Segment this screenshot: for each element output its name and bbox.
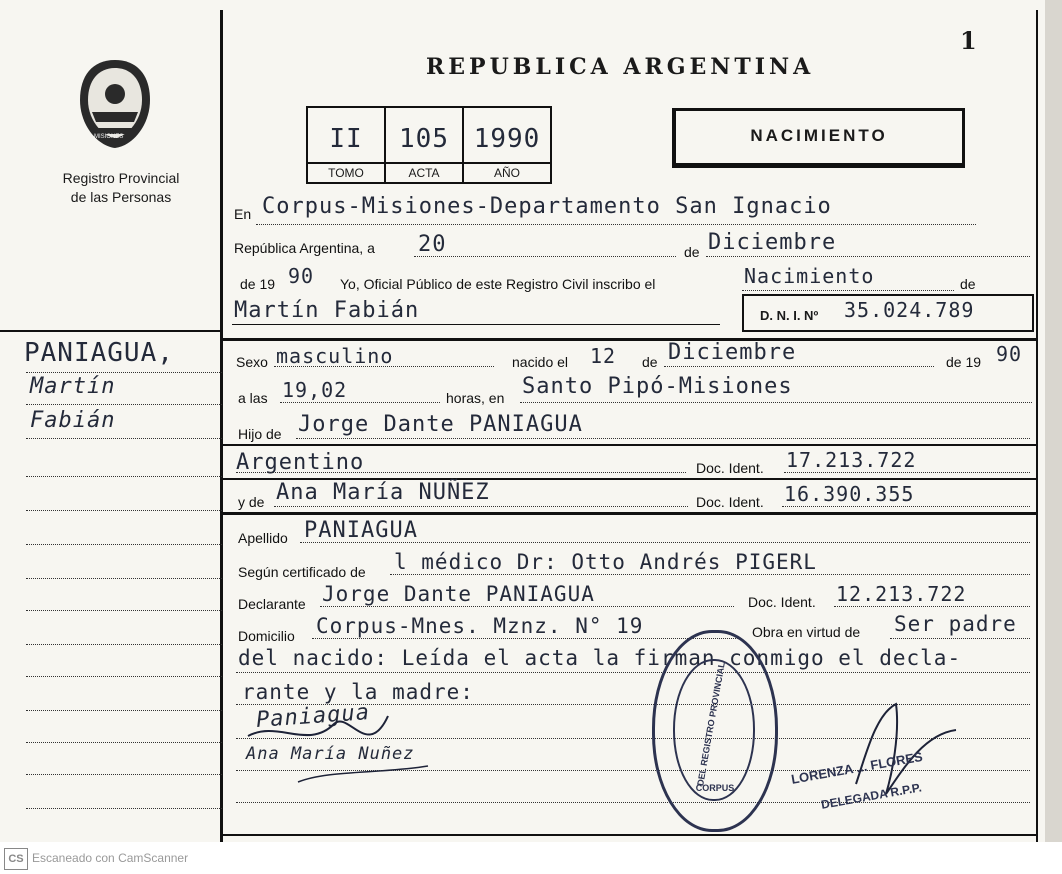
place-value: Corpus-Misiones-Departamento San Ignacio [262, 194, 832, 219]
nacido-label: nacido el [512, 354, 569, 370]
margin-line [26, 644, 222, 645]
de-label-3: de [642, 354, 658, 370]
dni-value: 35.024.789 [844, 298, 975, 322]
obs-line [236, 672, 1030, 673]
doc2-label: Doc. Ident. [696, 494, 764, 510]
bottom-rule [222, 834, 1036, 836]
obra-label: Obra en virtud de [752, 624, 861, 640]
right-page-border [1036, 10, 1038, 842]
margin-line [26, 742, 222, 743]
father-nationality: Argentino [236, 450, 365, 475]
acta-label: ACTA [386, 162, 462, 182]
doc1-label: Doc. Ident. [696, 460, 764, 476]
obra-line [890, 638, 1030, 639]
margin-line [26, 808, 222, 809]
declarante-line [320, 606, 734, 607]
de-label-2: de [960, 276, 976, 292]
registry-name-line2: de las Personas [70, 189, 172, 205]
doc2-value: 16.390.355 [784, 482, 915, 506]
scanner-caption: Escaneado con CamScanner [32, 851, 189, 865]
margin-line [26, 476, 222, 477]
acta-cell [386, 108, 464, 182]
day-line [414, 256, 676, 257]
sexo-line [274, 366, 494, 367]
obra-value: Ser padre [894, 612, 1017, 636]
de-label: de [684, 244, 700, 260]
apellido-label: Apellido [238, 530, 288, 546]
doc3-value: 12.213.722 [836, 582, 967, 606]
hora-prefix: a las [238, 390, 268, 406]
hora-suffix: horas, en [446, 390, 505, 406]
stamp-bottom-text: CORPUS [695, 783, 735, 793]
oficial-text: Yo, Oficial Público de este Registro Civil inscribo el [340, 276, 656, 292]
declarante-value: Jorge Dante PANIAGUA [322, 582, 595, 606]
margin-name2: Fabián [30, 408, 116, 433]
month-line [706, 256, 1030, 257]
yde-label: y de [238, 494, 265, 510]
birth-day: 12 [590, 344, 617, 368]
doc2-line [782, 506, 1030, 507]
row-rule [222, 444, 1036, 446]
margin-line [26, 774, 222, 775]
dni-box [742, 294, 1034, 332]
margin-top-rule [0, 330, 222, 332]
father-nat-line [236, 472, 686, 473]
birthplace-line [520, 402, 1032, 403]
declarant-signature: Paniagua [255, 700, 371, 733]
apellido-line [300, 542, 1030, 543]
en-line [256, 224, 976, 225]
en-label: En [234, 206, 252, 222]
scanner-footer [0, 842, 1062, 874]
tomo-value: II [329, 124, 363, 154]
margin-line [26, 610, 222, 611]
certificado-line [390, 574, 1030, 575]
day-value: 20 [418, 232, 447, 257]
document-title: REPUBLICA ARGENTINA [426, 54, 815, 80]
inscribo-value: Nacimiento [744, 264, 875, 288]
margin-line [26, 372, 222, 373]
observation-line2: rante y la madre: [242, 680, 474, 704]
child-name: Martín Fabián [234, 298, 420, 323]
section-divider [222, 338, 1036, 341]
tomo-label: TOMO [308, 162, 384, 182]
ano-cell [464, 108, 550, 182]
birth-year-label: de 19 [946, 354, 982, 370]
left-column-border [220, 10, 223, 842]
doc1-line [784, 472, 1030, 473]
apellido-value: PANIAGUA [304, 518, 418, 543]
camscanner-logo-icon: CS [4, 848, 28, 870]
birth-month-line [664, 366, 934, 367]
record-type-box [672, 108, 965, 168]
doc3-line [834, 606, 1030, 607]
margin-surname: PANIAGUA, [24, 338, 174, 368]
margin-line [26, 676, 222, 677]
sexo-label: Sexo [236, 354, 268, 370]
domicilio-value: Corpus-Mnes. Mznz. N° 19 [316, 614, 644, 638]
margin-name1: Martín [30, 374, 116, 399]
margin-line [26, 578, 222, 579]
certificado-label: Según certificado de [238, 564, 366, 580]
hijo-label: Hijo de [238, 426, 282, 442]
dni-label: D. N. I. Nº [760, 308, 819, 323]
observation-line1: del nacido: Leída el acta la firman conmigo el decla- [238, 646, 962, 670]
inscribo-line [742, 290, 954, 291]
registry-name-line1: Registro Provincial [62, 170, 180, 186]
domicilio-line [312, 638, 740, 639]
domicilio-label: Domicilio [238, 628, 295, 644]
ano-label: AÑO [464, 162, 550, 182]
doc3-label: Doc. Ident. [748, 594, 816, 610]
ano-value: 1990 [473, 124, 541, 154]
tomo-cell [308, 108, 386, 182]
page-number: 1 [960, 26, 977, 55]
certificado-value: l médico Dr: Otto Andrés PIGERL [394, 550, 817, 574]
mother-line [274, 506, 688, 507]
margin-line [26, 544, 222, 545]
year-prefix: de 19 [240, 276, 276, 292]
margin-line [26, 438, 222, 439]
signature-scribble-icon [238, 690, 438, 790]
margin-line [26, 510, 222, 511]
birth-year: 90 [996, 342, 1023, 366]
year-value: 90 [288, 264, 315, 288]
official-role: DELEGADA R.P.P. [820, 780, 923, 812]
sexo-value: masculino [276, 344, 394, 368]
doc1-value: 17.213.722 [786, 448, 917, 472]
hora-line [280, 402, 440, 403]
republica-label: República Argentina, a [234, 240, 375, 256]
record-type-label: NACIMIENTO [750, 126, 888, 145]
birth-month: Diciembre [668, 340, 797, 365]
seal-caption: MISIONES [94, 134, 124, 140]
mother-name: Ana María NUÑEZ [276, 480, 490, 505]
father-name: Jorge Dante PANIAGUA [298, 412, 583, 437]
margin-line [26, 710, 222, 711]
declarante-label: Declarante [238, 596, 306, 612]
mother-signature: Ana María Nuñez [246, 744, 415, 764]
father-line [296, 438, 1030, 439]
acta-value: 105 [399, 124, 449, 154]
month-value: Diciembre [708, 230, 837, 255]
hora-value: 19,02 [282, 378, 348, 402]
margin-line [26, 404, 222, 405]
birthplace-value: Santo Pipó-Misiones [522, 374, 793, 399]
official-name: LORENZA ... FLORES [790, 748, 924, 787]
official-stamp [652, 630, 778, 832]
record-number-box [306, 106, 552, 184]
stamp-text: DEL REGISTRO PROVINCIAL [695, 661, 727, 787]
child-name-line [232, 324, 720, 325]
section-divider [222, 512, 1036, 515]
